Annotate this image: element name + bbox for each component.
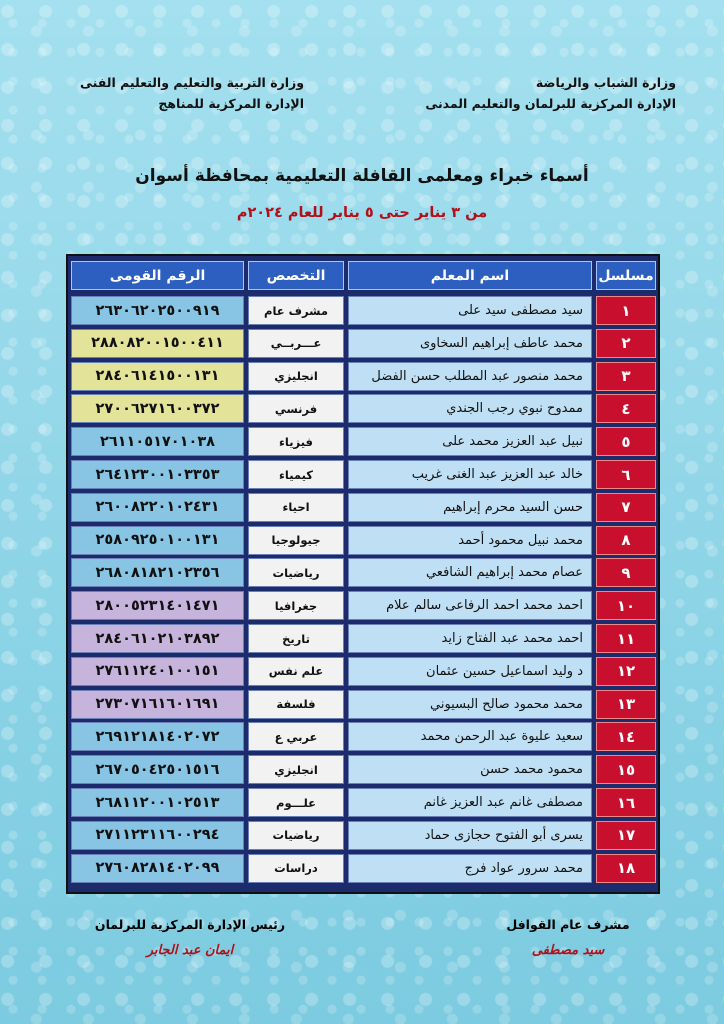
name-cell: محمود محمد حسن bbox=[348, 755, 592, 784]
name-cell: عصام محمد إبراهيم الشافعي bbox=[348, 558, 592, 587]
specialty-cell: عـــربــي bbox=[248, 329, 344, 358]
specialty-cell: كيمياء bbox=[248, 460, 344, 489]
national-id-cell: ٢٨٤٠٦١٠٢١٠٣٨٩٢ bbox=[71, 624, 244, 653]
national-id-cell: ٢٦٠٠٨٢٢٠١٠٢٤٣١ bbox=[71, 493, 244, 522]
table-row bbox=[68, 787, 658, 818]
serial-cell: ١٥ bbox=[596, 755, 656, 784]
specialty-cell: جغرافيا bbox=[248, 591, 344, 620]
specialty-cell: احياء bbox=[248, 493, 344, 522]
supervisor-signature: سيد مصطفى bbox=[531, 943, 605, 958]
specialty-cell: علـــوم bbox=[248, 788, 344, 817]
header-left bbox=[80, 72, 304, 114]
table-row bbox=[68, 656, 658, 687]
national-id-cell: ٢٧٠٠٦٢٧١٦٠٠٣٧٢ bbox=[71, 394, 244, 423]
name-cell: محمد نبيل محمود أحمد bbox=[348, 526, 592, 555]
name-cell: محمد منصور عبد المطلب حسن الفضل bbox=[348, 362, 592, 391]
table-row bbox=[68, 590, 658, 621]
national-id-cell: ٢٨٤٠٦١٤١٥٠٠١٣١ bbox=[71, 362, 244, 391]
national-id-cell: ٢٥٨٠٩٢٥٠١٠٠١٣١ bbox=[71, 526, 244, 555]
head-title: رئيس الإدارة المركزية للبرلمان bbox=[94, 917, 286, 932]
name-cell: نبيل عبد العزيز محمد على bbox=[348, 427, 592, 456]
serial-cell: ٢ bbox=[596, 329, 656, 358]
name-cell: حسن السيد محرم إبراهيم bbox=[348, 493, 592, 522]
national-id-cell: ٢٦١١٠٥١٧٠١٠٣٨ bbox=[71, 427, 244, 456]
serial-cell: ١٨ bbox=[596, 854, 656, 883]
serial-cell: ٦ bbox=[596, 460, 656, 489]
national-id-cell: ٢٧٣٠٧١٦١٦٠١٦٩١ bbox=[71, 690, 244, 719]
national-id-cell: ٢٦٨١١٢٠٠١٠٢٥١٣ bbox=[71, 788, 244, 817]
table-row bbox=[68, 689, 658, 720]
serial-cell: ١١ bbox=[596, 624, 656, 653]
header-name: اسم المعلم bbox=[348, 261, 592, 290]
footer-right bbox=[488, 912, 648, 964]
serial-cell: ١٠ bbox=[596, 591, 656, 620]
serial-cell: ١٢ bbox=[596, 657, 656, 686]
table-row bbox=[68, 853, 658, 884]
specialty-cell: فلسفة bbox=[248, 690, 344, 719]
national-id-cell: ٢٦٧٠٥٠٤٢٥٠١٥١٦ bbox=[71, 755, 244, 784]
national-id-cell: ٢٨٠٠٥٢٣١٤٠١٤٧١ bbox=[71, 591, 244, 620]
teachers-table bbox=[66, 254, 660, 894]
specialty-cell: رياضيات bbox=[248, 558, 344, 587]
serial-cell: ١٣ bbox=[596, 690, 656, 719]
table-row bbox=[68, 393, 658, 424]
name-cell: محمد محمود صالح البسيوني bbox=[348, 690, 592, 719]
specialty-cell: مشرف عام bbox=[248, 296, 344, 325]
table-row bbox=[68, 557, 658, 588]
name-cell: يسرى أبو الفتوح حجازى حماد bbox=[348, 821, 592, 850]
page-title: أسماء خبراء ومعلمى القافلة التعليمية بمحافظة أسوان bbox=[135, 166, 589, 186]
header-national-id: الرقم القومى bbox=[71, 261, 244, 290]
name-cell: محمد سرور عواد فرج bbox=[348, 854, 592, 883]
table-header-row bbox=[68, 260, 658, 291]
supervisor-title: مشرف عام القوافل bbox=[506, 917, 630, 932]
name-cell: د وليد اسماعيل حسين عثمان bbox=[348, 657, 592, 686]
serial-cell: ١٧ bbox=[596, 821, 656, 850]
header-specialty: التخصص bbox=[248, 261, 344, 290]
table-row bbox=[68, 623, 658, 654]
specialty-cell: فيزياء bbox=[248, 427, 344, 456]
ministry-education: وزارة التربية والتعليم والتعليم الفنى bbox=[80, 75, 305, 90]
serial-cell: ١٤ bbox=[596, 722, 656, 751]
specialty-cell: رياضيات bbox=[248, 821, 344, 850]
specialty-cell: انجليزي bbox=[248, 755, 344, 784]
national-id-cell: ٢٧١١٢٣١١٦٠٠٢٩٤ bbox=[71, 821, 244, 850]
header-serial: مسلسل bbox=[596, 261, 656, 290]
serial-cell: ٣ bbox=[596, 362, 656, 391]
central-admin-curricula: الإدارة المركزية للمناهج bbox=[158, 96, 305, 111]
name-cell: احمد محمد عبد الفتاح زايد bbox=[348, 624, 592, 653]
name-cell: سيد مصطفى سيد على bbox=[348, 296, 592, 325]
serial-cell: ١٦ bbox=[596, 788, 656, 817]
national-id-cell: ٢٦٤١٢٣٠٠١٠٣٣٥٣ bbox=[71, 460, 244, 489]
name-cell: خالد عبد العزيز عبد الغنى غريب bbox=[348, 460, 592, 489]
table-row bbox=[68, 820, 658, 851]
ministry-youth-sports: وزارة الشباب والرياضة bbox=[535, 75, 676, 90]
specialty-cell: جيولوجيا bbox=[248, 526, 344, 555]
name-cell: سعيد عليوة عبد الرحمن محمد bbox=[348, 722, 592, 751]
national-id-cell: ٢٦٣٠٦٢٠٢٥٠٠٩١٩ bbox=[71, 296, 244, 325]
national-id-cell: ٢٨٨٠٨٢٠٠١٥٠٠٤١١ bbox=[71, 329, 244, 358]
specialty-cell: تاريخ bbox=[248, 624, 344, 653]
central-admin-parliament: الإدارة المركزية للبرلمان والتعليم المدنى bbox=[425, 96, 676, 111]
head-signature: ايمان عبد الجابر bbox=[146, 943, 234, 958]
name-cell: احمد محمد احمد الرفاعى سالم علام bbox=[348, 591, 592, 620]
table-row bbox=[68, 754, 658, 785]
serial-cell: ٥ bbox=[596, 427, 656, 456]
name-cell: محمد عاطف إبراهيم السخاوى bbox=[348, 329, 592, 358]
national-id-cell: ٢٦٨٠٨١٨٢١٠٢٣٥٦ bbox=[71, 558, 244, 587]
national-id-cell: ٢٦٩١٢١٨١٤٠٢٠٧٢ bbox=[71, 722, 244, 751]
table-row bbox=[68, 721, 658, 752]
table-row bbox=[68, 459, 658, 490]
table-row bbox=[68, 426, 658, 457]
specialty-cell: انجليزي bbox=[248, 362, 344, 391]
serial-cell: ٩ bbox=[596, 558, 656, 587]
table-row bbox=[68, 492, 658, 523]
serial-cell: ٤ bbox=[596, 394, 656, 423]
name-cell: ممدوح نبوي رجب الجندي bbox=[348, 394, 592, 423]
specialty-cell: عربي ع bbox=[248, 722, 344, 751]
serial-cell: ١ bbox=[596, 296, 656, 325]
table-row bbox=[68, 525, 658, 556]
national-id-cell: ٢٧٦١١٢٤٠١٠٠١٥١ bbox=[71, 657, 244, 686]
table-row bbox=[68, 295, 658, 326]
national-id-cell: ٢٧٦٠٨٢٨١٤٠٢٠٩٩ bbox=[71, 854, 244, 883]
specialty-cell: فرنسي bbox=[248, 394, 344, 423]
footer-left bbox=[80, 912, 300, 964]
table-row bbox=[68, 328, 658, 359]
serial-cell: ٧ bbox=[596, 493, 656, 522]
serial-cell: ٨ bbox=[596, 526, 656, 555]
page-subtitle: من ٣ يناير حتى ٥ يناير للعام ٢٠٢٤م bbox=[236, 205, 488, 221]
name-cell: مصطفى غانم عبد العزيز غانم bbox=[348, 788, 592, 817]
specialty-cell: علم نفس bbox=[248, 657, 344, 686]
table-row bbox=[68, 361, 658, 392]
header-right bbox=[425, 72, 676, 114]
specialty-cell: دراسات bbox=[248, 854, 344, 883]
